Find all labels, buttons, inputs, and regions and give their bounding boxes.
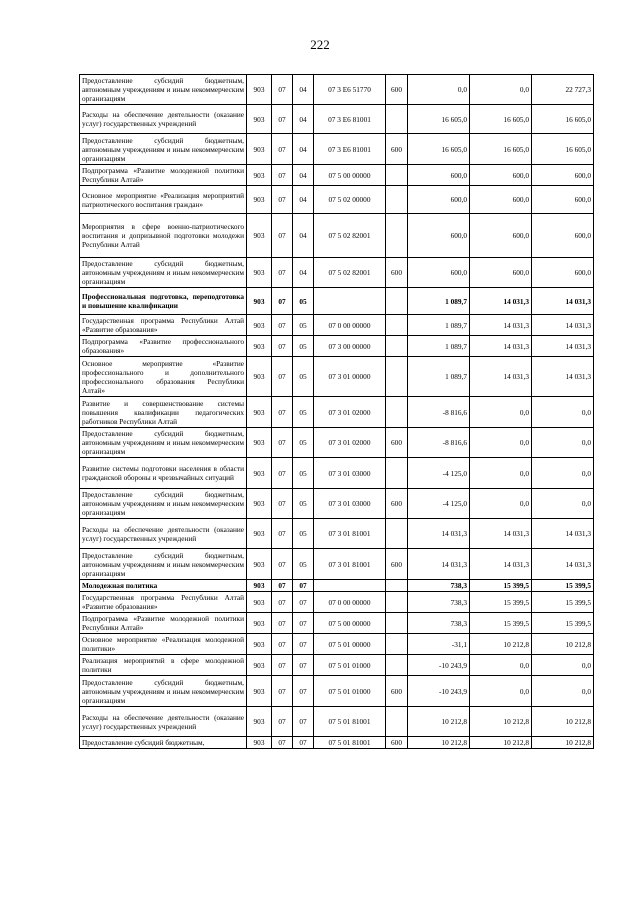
row-pr-code: 07 xyxy=(293,634,314,655)
table-row xyxy=(80,315,594,336)
row-expense-type xyxy=(386,336,408,357)
row-target-article: 07 3 01 03000 xyxy=(314,489,386,519)
row-expense-type xyxy=(386,186,408,214)
row-rz-code: 07 xyxy=(272,105,293,134)
row-expense-type xyxy=(386,288,408,315)
row-gr-code: 903 xyxy=(247,258,272,288)
row-pr-code: 07 xyxy=(293,737,314,749)
row-gr-code: 903 xyxy=(247,549,272,580)
row-expense-type xyxy=(386,592,408,613)
row-amount-2: 600,0 xyxy=(470,258,532,288)
row-rz-code: 07 xyxy=(272,737,293,749)
row-name: Подпрограмма «Развитие молодежной политики Республики Алтай» xyxy=(80,165,247,186)
row-expense-type xyxy=(386,613,408,634)
row-amount-2: 15 399,5 xyxy=(470,592,532,613)
row-amount-2: 0,0 xyxy=(470,676,532,707)
row-target-article: 07 3 01 03000 xyxy=(314,458,386,489)
row-gr-code: 903 xyxy=(247,105,272,134)
row-rz-code: 07 xyxy=(272,634,293,655)
row-expense-type xyxy=(386,397,408,428)
row-amount-3: 600,0 xyxy=(532,186,594,214)
budget-table xyxy=(79,74,594,749)
row-amount-3: 14 031,3 xyxy=(532,336,594,357)
row-amount-3: 600,0 xyxy=(532,165,594,186)
row-gr-code: 903 xyxy=(247,214,272,258)
row-rz-code: 07 xyxy=(272,288,293,315)
row-amount-1: 1 089,7 xyxy=(408,288,470,315)
row-rz-code: 07 xyxy=(272,613,293,634)
row-amount-1: 600,0 xyxy=(408,258,470,288)
row-expense-type xyxy=(386,655,408,676)
row-pr-code: 05 xyxy=(293,315,314,336)
row-amount-2: 600,0 xyxy=(470,165,532,186)
row-target-article: 07 3 01 02000 xyxy=(314,397,386,428)
row-target-article: 07 5 01 00000 xyxy=(314,634,386,655)
row-pr-code: 05 xyxy=(293,288,314,315)
row-amount-2: 0,0 xyxy=(470,655,532,676)
row-name: Государственная программа Республики Алтай «Развитие образования» xyxy=(80,315,247,336)
row-rz-code: 07 xyxy=(272,676,293,707)
row-target-article: 07 3 01 02000 xyxy=(314,428,386,458)
row-rz-code: 07 xyxy=(272,336,293,357)
row-expense-type: 600 xyxy=(386,258,408,288)
row-gr-code: 903 xyxy=(247,428,272,458)
row-name: Предоставление субсидий бюджетным, xyxy=(80,737,247,749)
row-gr-code: 903 xyxy=(247,397,272,428)
table-row xyxy=(80,428,594,458)
row-name: Основное мероприятие «Реализация молодежной политики» xyxy=(80,634,247,655)
row-rz-code: 07 xyxy=(272,315,293,336)
table-row xyxy=(80,75,594,105)
row-gr-code: 903 xyxy=(247,737,272,749)
row-amount-2: 14 031,3 xyxy=(470,357,532,397)
row-amount-3: 10 212,8 xyxy=(532,707,594,737)
row-amount-3: 10 212,8 xyxy=(532,634,594,655)
row-target-article: 07 3 01 81001 xyxy=(314,549,386,580)
table-row xyxy=(80,707,594,737)
row-pr-code: 04 xyxy=(293,186,314,214)
row-amount-2: 10 212,8 xyxy=(470,634,532,655)
row-rz-code: 07 xyxy=(272,357,293,397)
row-target-article: 07 3 Е6 81001 xyxy=(314,134,386,165)
row-expense-type: 600 xyxy=(386,428,408,458)
row-name: Профессиональная подготовка, переподготовка и повышение квалификации xyxy=(80,288,247,315)
row-expense-type xyxy=(386,214,408,258)
row-rz-code: 07 xyxy=(272,580,293,592)
row-amount-1: 738,3 xyxy=(408,613,470,634)
row-amount-2: 600,0 xyxy=(470,214,532,258)
row-amount-3: 14 031,3 xyxy=(532,288,594,315)
row-amount-3: 22 727,3 xyxy=(532,75,594,105)
row-expense-type xyxy=(386,357,408,397)
row-amount-3: 16 605,0 xyxy=(532,105,594,134)
row-pr-code: 05 xyxy=(293,549,314,580)
row-target-article: 07 3 01 81001 xyxy=(314,519,386,549)
row-expense-type: 600 xyxy=(386,489,408,519)
row-amount-1: 1 089,7 xyxy=(408,357,470,397)
row-target-article: 07 5 01 01000 xyxy=(314,655,386,676)
row-expense-type xyxy=(386,707,408,737)
row-amount-3: 14 031,3 xyxy=(532,519,594,549)
row-amount-3: 15 399,5 xyxy=(532,613,594,634)
row-amount-1: 10 212,8 xyxy=(408,707,470,737)
row-name: Предоставление субсидий бюджетным, автономным учреждениям и иным некоммерческим организациям xyxy=(80,676,247,707)
row-rz-code: 07 xyxy=(272,165,293,186)
row-amount-2: 10 212,8 xyxy=(470,737,532,749)
row-amount-2: 16 605,0 xyxy=(470,105,532,134)
row-pr-code: 05 xyxy=(293,357,314,397)
table-row xyxy=(80,258,594,288)
row-target-article xyxy=(314,580,386,592)
row-amount-1: -8 816,6 xyxy=(408,428,470,458)
row-name: Предоставление субсидий бюджетным, автономным учреждениям и иным некоммерческим организациям xyxy=(80,134,247,165)
row-rz-code: 07 xyxy=(272,655,293,676)
row-pr-code: 04 xyxy=(293,165,314,186)
row-target-article: 07 0 00 00000 xyxy=(314,315,386,336)
row-target-article xyxy=(314,288,386,315)
row-amount-1: 16 605,0 xyxy=(408,134,470,165)
table-row xyxy=(80,458,594,489)
row-amount-1: 600,0 xyxy=(408,186,470,214)
row-amount-1: -4 125,0 xyxy=(408,489,470,519)
row-gr-code: 903 xyxy=(247,489,272,519)
row-pr-code: 04 xyxy=(293,214,314,258)
row-amount-1: 738,3 xyxy=(408,580,470,592)
row-expense-type: 600 xyxy=(386,75,408,105)
row-target-article: 07 5 01 01000 xyxy=(314,676,386,707)
row-rz-code: 07 xyxy=(272,428,293,458)
row-pr-code: 05 xyxy=(293,428,314,458)
row-name: Основное мероприятие «Развитие профессионального и дополнительного профессионального образования Республики Алтай» xyxy=(80,357,247,397)
row-amount-2: 16 605,0 xyxy=(470,134,532,165)
row-name: Государственная программа Республики Алтай «Развитие образования» xyxy=(80,592,247,613)
row-amount-1: -10 243,9 xyxy=(408,676,470,707)
row-amount-2: 0,0 xyxy=(470,489,532,519)
row-rz-code: 07 xyxy=(272,519,293,549)
row-gr-code: 903 xyxy=(247,165,272,186)
row-target-article: 07 3 01 00000 xyxy=(314,357,386,397)
row-amount-1: 1 089,7 xyxy=(408,336,470,357)
row-amount-1: 600,0 xyxy=(408,214,470,258)
row-amount-3: 15 399,5 xyxy=(532,580,594,592)
row-amount-2: 14 031,3 xyxy=(470,549,532,580)
row-amount-3: 15 399,5 xyxy=(532,592,594,613)
row-pr-code: 07 xyxy=(293,707,314,737)
row-amount-3: 16 605,0 xyxy=(532,134,594,165)
row-gr-code: 903 xyxy=(247,186,272,214)
row-pr-code: 07 xyxy=(293,676,314,707)
row-gr-code: 903 xyxy=(247,580,272,592)
row-amount-1: 14 031,3 xyxy=(408,519,470,549)
row-gr-code: 903 xyxy=(247,134,272,165)
row-pr-code: 07 xyxy=(293,655,314,676)
row-name: Предоставление субсидий бюджетным, автономным учреждениям и иным некоммерческим организациям xyxy=(80,428,247,458)
row-gr-code: 903 xyxy=(247,634,272,655)
row-pr-code: 05 xyxy=(293,397,314,428)
row-name: Расходы на обеспечение деятельности (оказание услуг) государственных учреждений xyxy=(80,519,247,549)
row-amount-3: 0,0 xyxy=(532,676,594,707)
row-target-article: 07 5 00 00000 xyxy=(314,165,386,186)
row-amount-2: 0,0 xyxy=(470,458,532,489)
row-name: Основное мероприятие «Реализация мероприятий патриотического воспитания граждан» xyxy=(80,186,247,214)
row-gr-code: 903 xyxy=(247,519,272,549)
row-expense-type: 600 xyxy=(386,676,408,707)
row-amount-1: -4 125,0 xyxy=(408,458,470,489)
row-amount-3: 0,0 xyxy=(532,458,594,489)
row-pr-code: 05 xyxy=(293,519,314,549)
row-name: Молодежная политика xyxy=(80,580,247,592)
row-amount-3: 600,0 xyxy=(532,258,594,288)
row-name: Предоставление субсидий бюджетным, автономным учреждениям и иным некоммерческим организациям xyxy=(80,258,247,288)
row-target-article: 07 5 02 00000 xyxy=(314,186,386,214)
row-gr-code: 903 xyxy=(247,315,272,336)
row-amount-2: 14 031,3 xyxy=(470,315,532,336)
row-amount-1: -8 816,6 xyxy=(408,397,470,428)
table-row xyxy=(80,214,594,258)
page-number: 222 xyxy=(310,37,330,52)
row-expense-type: 600 xyxy=(386,549,408,580)
row-target-article: 07 3 Е6 51770 xyxy=(314,75,386,105)
row-gr-code: 903 xyxy=(247,707,272,737)
row-pr-code: 04 xyxy=(293,105,314,134)
row-amount-3: 14 031,3 xyxy=(532,357,594,397)
row-name: Расходы на обеспечение деятельности (оказание услуг) государственных учреждений xyxy=(80,105,247,134)
row-name: Мероприятия в сфере военно-патриотического воспитания и допризывной подготовки молодежи Республики Алтай xyxy=(80,214,247,258)
budget-table-body xyxy=(80,75,594,749)
row-name: Предоставление субсидий бюджетным, автономным учреждениям и иным некоммерческим организациям xyxy=(80,489,247,519)
row-rz-code: 07 xyxy=(272,134,293,165)
table-row xyxy=(80,165,594,186)
row-target-article: 07 3 Е6 81001 xyxy=(314,105,386,134)
row-expense-type xyxy=(386,105,408,134)
row-amount-1: -31,1 xyxy=(408,634,470,655)
row-amount-2: 14 031,3 xyxy=(470,336,532,357)
row-rz-code: 07 xyxy=(272,489,293,519)
row-target-article: 07 3 00 00000 xyxy=(314,336,386,357)
table-row xyxy=(80,549,594,580)
table-row xyxy=(80,580,594,592)
row-name: Развитие и совершенствование системы повышения квалификации педагогических работников Республики Алтай xyxy=(80,397,247,428)
row-amount-2: 15 399,5 xyxy=(470,580,532,592)
row-expense-type xyxy=(386,634,408,655)
table-row xyxy=(80,634,594,655)
table-row xyxy=(80,489,594,519)
row-amount-3: 0,0 xyxy=(532,655,594,676)
row-amount-3: 14 031,3 xyxy=(532,549,594,580)
row-amount-2: 0,0 xyxy=(470,397,532,428)
row-pr-code: 07 xyxy=(293,592,314,613)
row-pr-code: 07 xyxy=(293,580,314,592)
row-expense-type xyxy=(386,458,408,489)
table-row xyxy=(80,519,594,549)
row-pr-code: 04 xyxy=(293,75,314,105)
row-expense-type: 600 xyxy=(386,737,408,749)
row-name: Подпрограмма «Развитие молодежной политики Республики Алтай» xyxy=(80,613,247,634)
row-name: Расходы на обеспечение деятельности (оказание услуг) государственных учреждений xyxy=(80,707,247,737)
row-gr-code: 903 xyxy=(247,592,272,613)
row-rz-code: 07 xyxy=(272,214,293,258)
row-gr-code: 903 xyxy=(247,613,272,634)
row-amount-1: 738,3 xyxy=(408,592,470,613)
row-rz-code: 07 xyxy=(272,458,293,489)
table-row xyxy=(80,655,594,676)
table-row xyxy=(80,186,594,214)
row-rz-code: 07 xyxy=(272,186,293,214)
row-rz-code: 07 xyxy=(272,549,293,580)
row-expense-type xyxy=(386,519,408,549)
row-amount-1: 10 212,8 xyxy=(408,737,470,749)
table-row xyxy=(80,134,594,165)
row-target-article: 07 5 01 81001 xyxy=(314,737,386,749)
row-target-article: 07 5 01 81001 xyxy=(314,707,386,737)
row-gr-code: 903 xyxy=(247,75,272,105)
table-row xyxy=(80,592,594,613)
table-row xyxy=(80,105,594,134)
row-amount-1: 16 605,0 xyxy=(408,105,470,134)
row-name: Реализация мероприятий в сфере молодежной политики xyxy=(80,655,247,676)
row-rz-code: 07 xyxy=(272,592,293,613)
row-rz-code: 07 xyxy=(272,258,293,288)
row-amount-3: 0,0 xyxy=(532,428,594,458)
row-pr-code: 07 xyxy=(293,613,314,634)
row-amount-1: 0,0 xyxy=(408,75,470,105)
table-row xyxy=(80,397,594,428)
row-amount-3: 14 031,3 xyxy=(532,315,594,336)
row-name: Предоставление субсидий бюджетным, автономным учреждениям и иным некоммерческим организациям xyxy=(80,75,247,105)
table-row xyxy=(80,613,594,634)
row-gr-code: 903 xyxy=(247,336,272,357)
table-row xyxy=(80,737,594,749)
row-amount-2: 14 031,3 xyxy=(470,519,532,549)
row-target-article: 07 0 00 00000 xyxy=(314,592,386,613)
row-amount-3: 0,0 xyxy=(532,397,594,428)
row-gr-code: 903 xyxy=(247,676,272,707)
row-gr-code: 903 xyxy=(247,655,272,676)
row-rz-code: 07 xyxy=(272,397,293,428)
table-row xyxy=(80,357,594,397)
row-gr-code: 903 xyxy=(247,288,272,315)
row-pr-code: 05 xyxy=(293,458,314,489)
row-expense-type xyxy=(386,315,408,336)
row-pr-code: 04 xyxy=(293,134,314,165)
row-amount-2: 0,0 xyxy=(470,428,532,458)
row-rz-code: 07 xyxy=(272,707,293,737)
row-target-article: 07 5 00 00000 xyxy=(314,613,386,634)
row-rz-code: 07 xyxy=(272,75,293,105)
row-amount-2: 10 212,8 xyxy=(470,707,532,737)
row-gr-code: 903 xyxy=(247,357,272,397)
row-amount-2: 14 031,3 xyxy=(470,288,532,315)
row-gr-code: 903 xyxy=(247,458,272,489)
row-expense-type: 600 xyxy=(386,134,408,165)
table-row xyxy=(80,336,594,357)
row-amount-1: -10 243,9 xyxy=(408,655,470,676)
row-name: Предоставление субсидий бюджетным, автономным учреждениям и иным некоммерческим организациям xyxy=(80,549,247,580)
row-name: Подпрограмма «Развитие профессионального образования» xyxy=(80,336,247,357)
row-amount-1: 14 031,3 xyxy=(408,549,470,580)
row-amount-3: 10 212,8 xyxy=(532,737,594,749)
row-amount-1: 600,0 xyxy=(408,165,470,186)
row-amount-2: 600,0 xyxy=(470,186,532,214)
row-name: Развитие системы подготовки населения в области гражданской обороны и чрезвычайных ситуаций xyxy=(80,458,247,489)
row-target-article: 07 5 02 82001 xyxy=(314,258,386,288)
row-expense-type xyxy=(386,580,408,592)
row-amount-3: 600,0 xyxy=(532,214,594,258)
table-row xyxy=(80,288,594,315)
row-target-article: 07 5 02 82001 xyxy=(314,214,386,258)
row-expense-type xyxy=(386,165,408,186)
row-pr-code: 05 xyxy=(293,489,314,519)
row-pr-code: 04 xyxy=(293,258,314,288)
row-amount-1: 1 089,7 xyxy=(408,315,470,336)
row-amount-2: 15 399,5 xyxy=(470,613,532,634)
table-row xyxy=(80,676,594,707)
row-amount-2: 0,0 xyxy=(470,75,532,105)
row-amount-3: 0,0 xyxy=(532,489,594,519)
row-pr-code: 05 xyxy=(293,336,314,357)
